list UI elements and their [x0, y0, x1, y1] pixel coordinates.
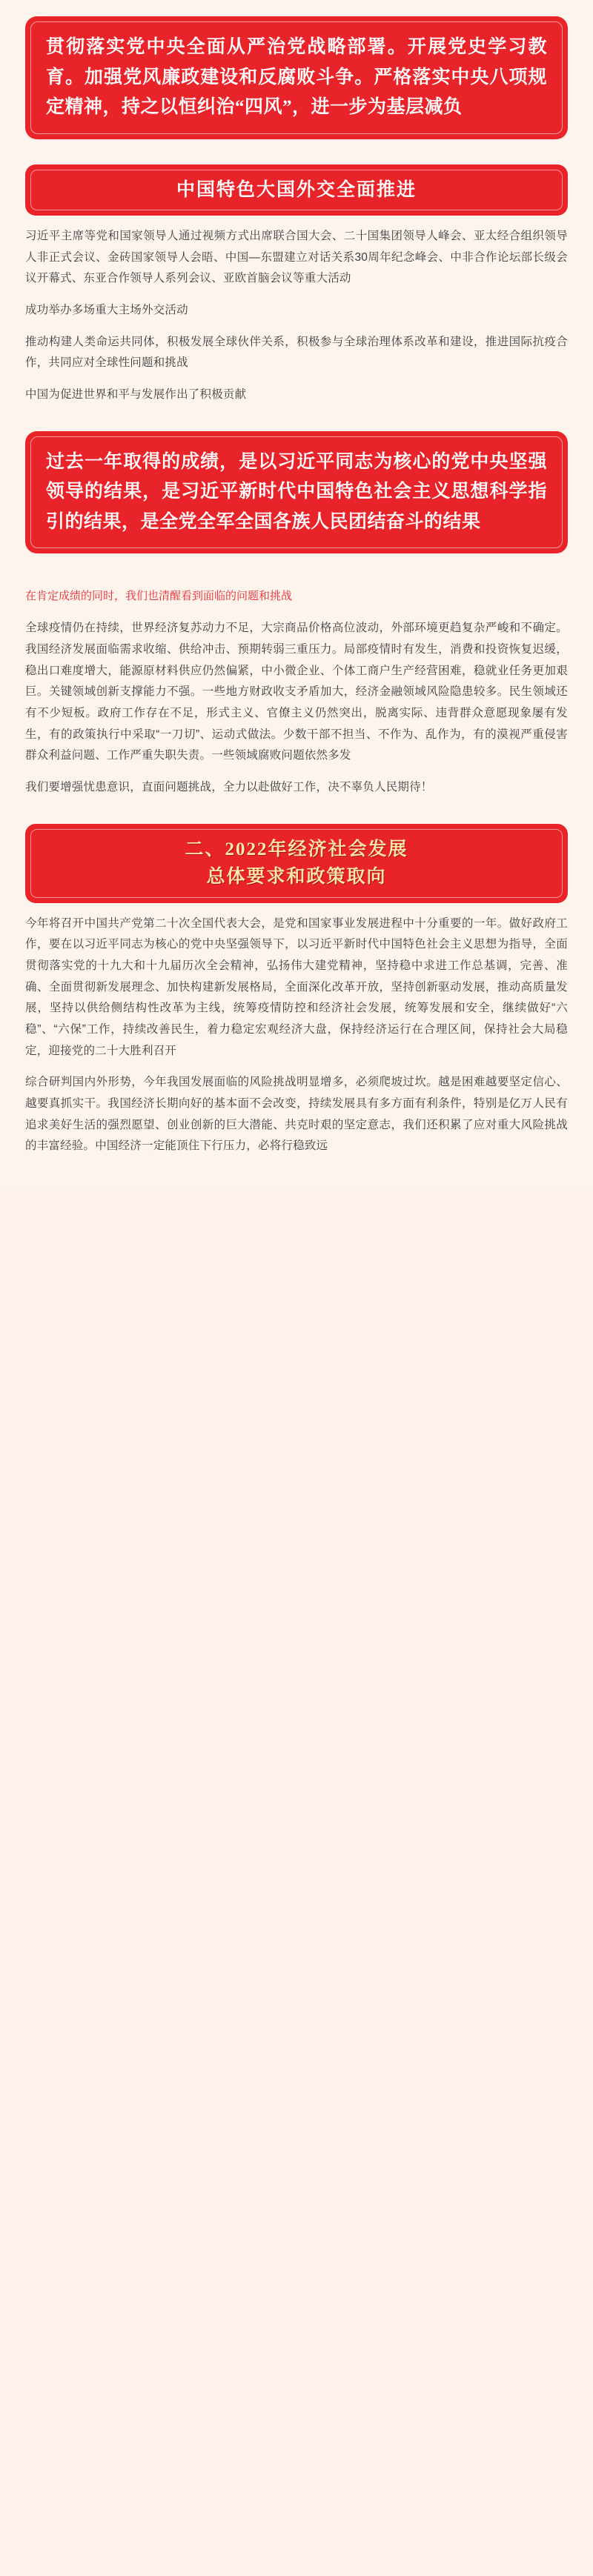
- hero-card-achievements: [25, 431, 568, 554]
- spacer-after-hero1: [0, 139, 593, 164]
- top-spacer: [0, 0, 593, 16]
- paragraph-section-two-2: 综合研判国内外形势，今年我国发展面临的风险挑战明显增多，必须爬坡过坎。越是困难越要坚定信心、越要真抓实干。我国经济长期向好的基本面不会改变，持续发展具有多方面有利条件，特别是亿万人民有追求美好生活的强烈愿望、创业创新的巨大潜能、共克时艰的坚定意志，我们还积累了应对重大风险挑战的丰富经验。中国经济一定能顶住下行压力，必将行稳致远: [25, 1076, 568, 1153]
- banner-title-diplomacy: 中国特色大国外交全面推进: [176, 179, 417, 200]
- hero-card-strict-governance: [25, 16, 568, 139]
- paragraph-section-two-1: 今年将召开中国共产党第二十次全国代表大会，是党和国家事业发展进程中十分重要的一年。做好政府工作，要在以习近平同志为核心的党中央坚强领导下，以习近平新时代中国特色社会主义思想为指导，全面贯彻落实党的十九大和十九届历次全会精神，弘扬伟大建党精神，坚持稳中求进工作总基调，完善、准确、全面贯彻新发展理念、加快构建新发展格局，全面深化改革开放，坚持创新驱动发展，推动高质量发展，坚持以供给侧结构性改革为主线，统筹疫情防控和经济社会发展，统筹发展和安全，继续做好“六稳”、“六保”工作，持续改善民生，着力稳定宏观经济大盘，保持经济运行在合理区间，保持社会大局稳定，迎接党的二十大胜利召开: [25, 916, 568, 1057]
- banner-title-section-two-line1: 二、2022年经济社会发展: [185, 839, 408, 859]
- note-challenges: 在肯定成绩的同时，我们也清醒看到面临的问题和挑战: [25, 590, 293, 603]
- spacer-after-diplomacy: [0, 406, 593, 431]
- bottom-spacer: [0, 1157, 593, 1174]
- paragraph-challenges-2: 我们要增强忧患意识，直面问题挑战，全力以赴做好工作，决不辜负人民期待！: [25, 780, 433, 793]
- banner-section-two: [25, 824, 568, 903]
- hero-text-achievements: 过去一年取得的成绩，是以习近平同志为核心的党中央坚强领导的结果，是习近平新时代中国特色社会主义思想科学指引的结果，是全党全军全国各族人民团结奋斗的结果: [46, 451, 547, 532]
- hero-text-strict-governance: 贯彻落实党中央全面从严治党战略部署。开展党史学习教育。加强党风廉政建设和反腐败斗争。严格落实中央八项规定精神，持之以恒纠治“四风”，进一步为基层减负: [46, 37, 547, 117]
- document-page: [0, 0, 593, 1188]
- spacer-after-hero2: [0, 553, 593, 579]
- paragraph-challenges-1: 全球疫情仍在持续，世界经济复苏动力不足，大宗商品价格高位波动，外部环境更趋复杂严峻和不确定。我国经济发展面临需求收缩、供给冲击、预期转弱三重压力。局部疫情时有发生，消费和投资恢复迟缓，稳出口难度增大，能源原材料供应仍然偏紧，中小微企业、个体工商户生产经营困难，稳就业任务更加艰巨。关键领域创新支撑能力不强。一些地方财政收支矛盾加大，经济金融领域风险隐患较多。民生领域还有不少短板。政府工作存在不足，形式主义、官僚主义仍然突出，脱离实际、违背群众意愿现象屡有发生，有的政策执行中采取“一刀切”、运动式做法。少数干部不担当、不作为、乱作为，有的漠视严重侵害群众利益问题、工作严重失职失责。一些领域腐败问题依然多发: [25, 622, 568, 762]
- paragraph-diplomacy-2: 成功举办多场重大主场外交活动: [25, 304, 188, 317]
- spacer-after-challenges: [0, 799, 593, 824]
- paragraph-diplomacy-4: 中国为促进世界和平与发展作出了积极贡献: [25, 388, 247, 402]
- banner-title-section-two-line2: 总体要求和政策取向: [206, 867, 387, 888]
- banner-diplomacy: [25, 164, 568, 216]
- paragraph-diplomacy-1: 习近平主席等党和国家领导人通过视频方式出席联合国大会、二十国集团领导人峰会、亚太经合组织领导人非正式会议、金砖国家领导人会晤、中国—东盟建立对话关系30周年纪念峰会、中非合作论坛部长级会议开幕式、东亚合作领导人系列会议、亚欧首脑会议等重大活动: [25, 230, 568, 285]
- paragraph-diplomacy-3: 推动构建人类命运共同体，积极发展全球伙伴关系，积极参与全球治理体系改革和建设，推进国际抗疫合作，共同应对全球性问题和挑战: [25, 335, 568, 370]
